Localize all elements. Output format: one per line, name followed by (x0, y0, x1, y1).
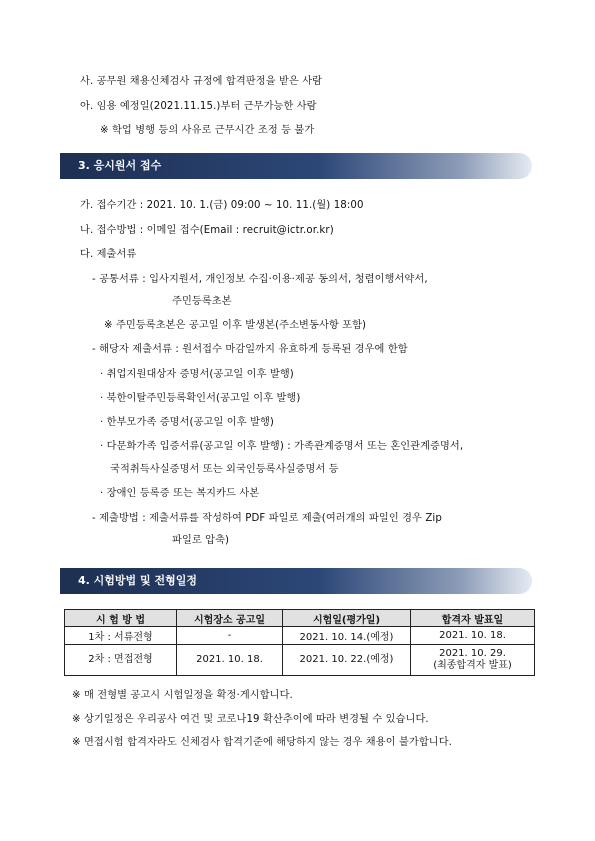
doc-item-4: · 다문화가족 입증서류(공고일 이후 발행) : 가족관계증명서 또는 혼인관계증명서, (100, 441, 464, 452)
schedule-note-2: ※ 상기일정은 우리공사 여건 및 코로나19 확산추이에 따라 변경될 수 있습니다. (72, 714, 429, 725)
result-date-cell: 2021. 10. 18. (411, 627, 535, 645)
application-period: 가. 접수기간 : 2021. 10. 1.(금) 09:00 ~ 10. 11.(월) 18:00 (80, 200, 364, 211)
schedule-note-1: ※ 매 전형별 공고시 시험일정을 확정·게시합니다. (72, 690, 293, 701)
doc-item-1: · 취업지원대상자 증명서(공고일 이후 발행) (100, 369, 294, 380)
section-4-header (60, 568, 532, 594)
doc-item-3: · 한부모가족 증명서(공고일 이후 발행) (100, 417, 274, 428)
header-venue-date: 시험장소 공고일 (177, 610, 283, 627)
table-row (65, 645, 535, 676)
result-date-cell (411, 645, 535, 676)
header-method: 시 험 방 법 (65, 610, 177, 627)
section-3-title: 3. 응시원서 접수 (78, 159, 162, 172)
application-method: 나. 접수방법 : 이메일 접수(Email : recruit@ictr.or.kr) (80, 225, 334, 236)
schedule-table (64, 609, 535, 676)
work-hours-note: ※ 학업 병행 등의 사유로 근무시간 조정 등 불가 (100, 125, 315, 136)
submission-method: - 제출방법 : 제출서류를 작성하여 PDF 파일로 제출(여러개의 파일인 경우 Zip (92, 513, 442, 524)
venue-date-cell: - (177, 627, 283, 645)
submission-method-cont: 파일로 압축) (172, 535, 230, 546)
stage-cell: 1차 : 서류전형 (65, 627, 177, 645)
applicable-documents: - 해당자 제출서류 : 원서접수 마감일까지 유효하게 등록된 경우에 한함 (92, 344, 408, 355)
section-3-header (60, 153, 532, 179)
table-row (65, 627, 535, 645)
exam-date-cell: 2021. 10. 22.(예정) (283, 645, 411, 676)
stage-cell: 2차 : 면접전형 (65, 645, 177, 676)
table-header-row (65, 610, 535, 627)
schedule-note-3: ※ 면접시험 합격자라도 신체검사 합격기준에 해당하지 않는 경우 채용이 불가합니다. (72, 737, 453, 748)
doc-item-4-cont: 국적취득사실증명서 또는 외국인등록사실증명서 등 (110, 464, 339, 475)
resident-record-note: ※ 주민등록초본은 공고일 이후 발생본(주소변동사항 포함) (104, 320, 367, 331)
final-result-note: (최종합격자 발표) (433, 660, 512, 671)
documents-title: 다. 제출서류 (80, 249, 137, 260)
header-exam-date: 시험일(평가일) (283, 610, 411, 627)
exam-date-cell: 2021. 10. 14.(예정) (283, 627, 411, 645)
condition-sa: 사. 공무원 채용신체검사 규정에 합격판정을 받은 사람 (80, 76, 323, 87)
common-documents: - 공통서류 : 입사지원서, 개인정보 수집·이용·제공 동의서, 청렴이행서약서, (92, 274, 428, 285)
condition-a: 아. 임용 예정일(2021.11.15.)부터 근무가능한 사람 (80, 101, 317, 112)
common-documents-cont: 주민등록초본 (172, 296, 232, 307)
header-result-date: 합격자 발표일 (411, 610, 535, 627)
doc-item-5: · 장애인 등록증 또는 복지카드 사본 (100, 488, 260, 499)
result-date: 2021. 10. 29. (439, 648, 506, 659)
section-4-title: 4. 시험방법 및 전형일정 (78, 574, 197, 587)
venue-date-cell: 2021. 10. 18. (177, 645, 283, 676)
doc-item-2: · 북한이탈주민등록확인서(공고일 이후 발행) (100, 393, 301, 404)
